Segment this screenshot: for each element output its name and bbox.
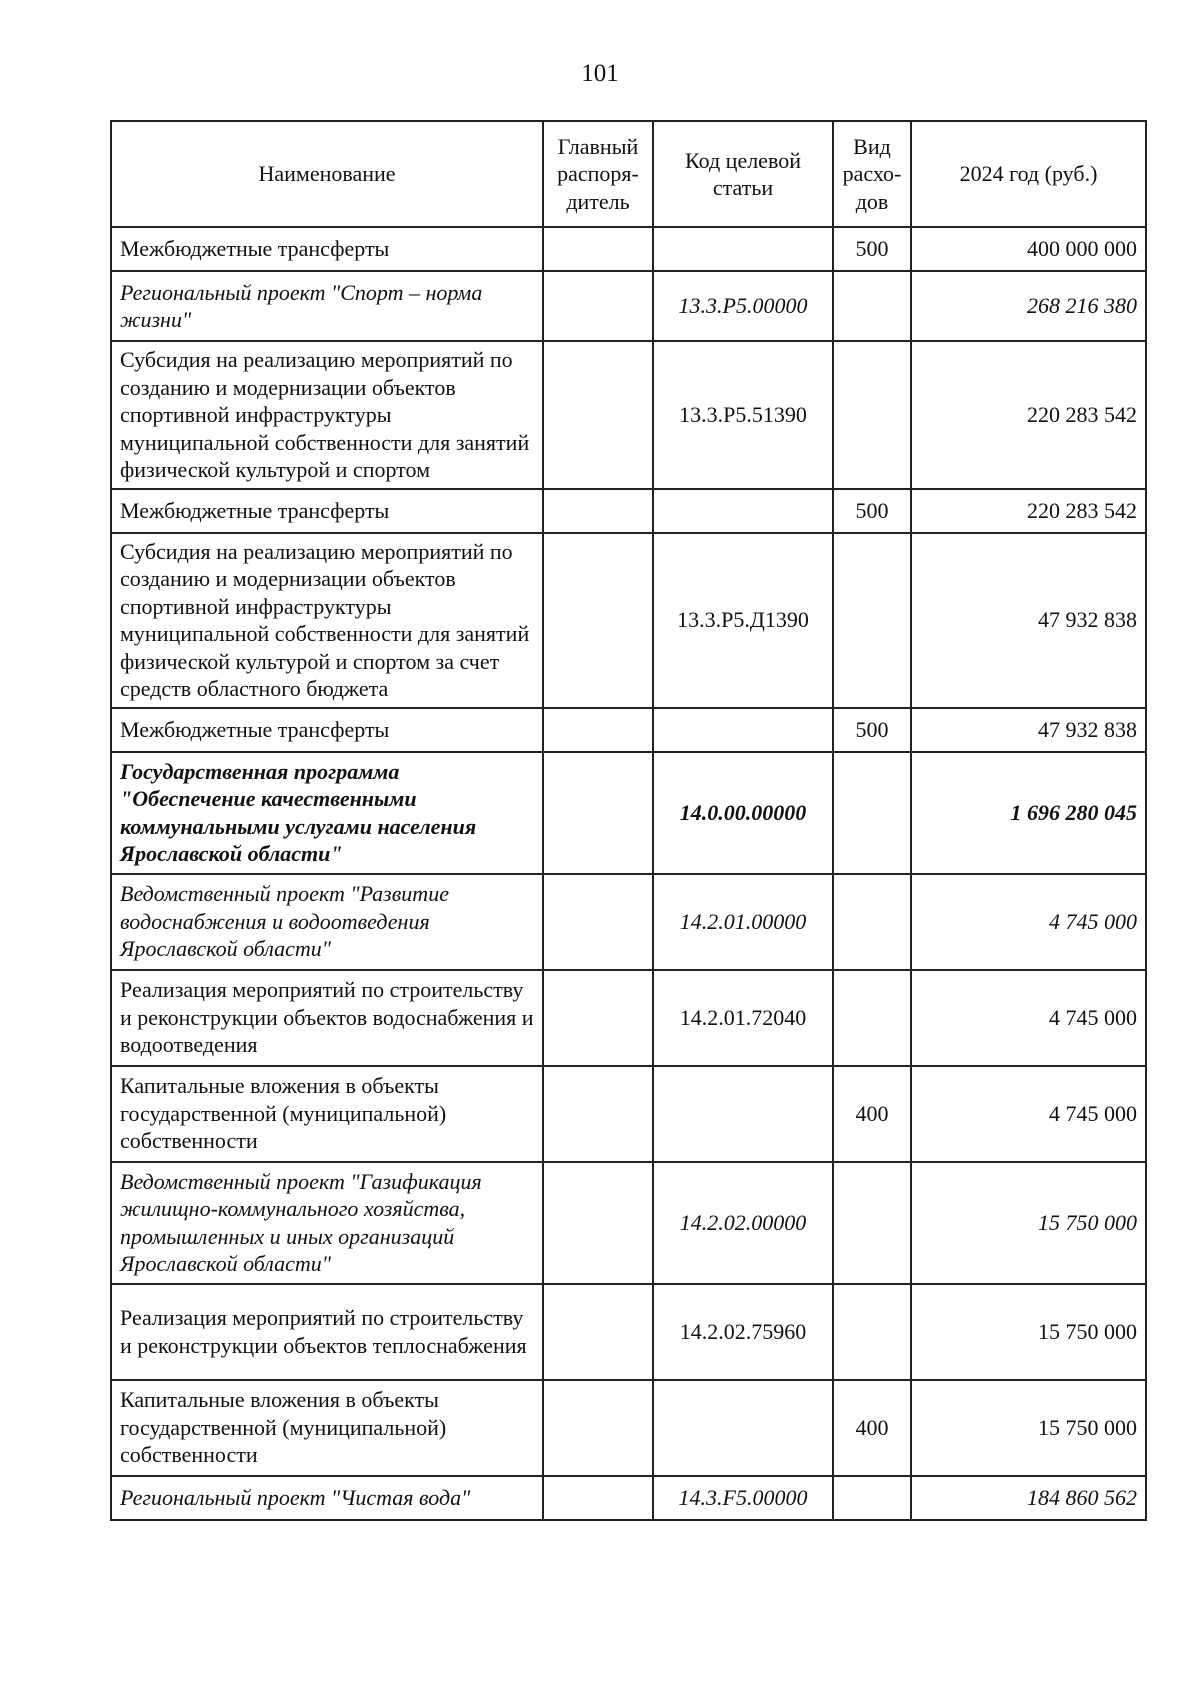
row-kind-cell: [833, 341, 911, 489]
row-name-cell: Ведомственный проект "Развитие водоснабжения и водоотведения Ярославской области": [111, 874, 543, 970]
table-row: [111, 1380, 1146, 1476]
table-row: [111, 489, 1146, 533]
row-amount-cell: 15 750 000: [911, 1380, 1146, 1476]
table-row: [111, 708, 1146, 752]
table-row: [111, 970, 1146, 1066]
header-amount: 2024 год (руб.): [911, 121, 1146, 227]
row-manager-cell: [543, 752, 653, 874]
row-manager-cell: [543, 708, 653, 752]
row-manager-cell: [543, 341, 653, 489]
row-amount-cell: 1 696 280 045: [911, 752, 1146, 874]
page-number: 101: [581, 60, 619, 87]
table-row: [111, 271, 1146, 341]
row-code-cell: [653, 708, 833, 752]
row-amount-cell: 4 745 000: [911, 970, 1146, 1066]
row-name-cell: Субсидия на реализацию мероприятий по созданию и модернизации объектов спортивной инфраструктуры муниципальной собственности для занятий физической культурой и спортом за счет средств областного бюджета: [111, 533, 543, 708]
row-code-cell: 14.0.00.00000: [653, 752, 833, 874]
table-row: [111, 874, 1146, 970]
row-amount-cell: 47 932 838: [911, 708, 1146, 752]
row-kind-cell: 400: [833, 1380, 911, 1476]
row-code-cell: 14.3.F5.00000: [653, 1476, 833, 1520]
row-manager-cell: [543, 489, 653, 533]
row-manager-cell: [543, 874, 653, 970]
row-manager-cell: [543, 227, 653, 271]
row-kind-cell: [833, 1162, 911, 1284]
table-header-row: [111, 121, 1146, 227]
row-code-cell: 13.3.Р5.Д1390: [653, 533, 833, 708]
row-kind-cell: 500: [833, 489, 911, 533]
row-manager-cell: [543, 271, 653, 341]
row-code-cell: 13.3.Р5.51390: [653, 341, 833, 489]
row-amount-cell: 268 216 380: [911, 271, 1146, 341]
row-name-cell: Субсидия на реализацию мероприятий по созданию и модернизации объектов спортивной инфраструктуры муниципальной собственности для занятий физической культурой и спортом: [111, 341, 543, 489]
row-name-cell: Капитальные вложения в объекты государственной (муниципальной) собственности: [111, 1066, 543, 1162]
header-kind: Вид расхо-дов: [833, 121, 911, 227]
row-manager-cell: [543, 1162, 653, 1284]
table-row: [111, 533, 1146, 708]
row-amount-cell: 220 283 542: [911, 489, 1146, 533]
table-body: [111, 227, 1146, 1520]
row-name-cell: Региональный проект "Чистая вода": [111, 1476, 543, 1520]
row-manager-cell: [543, 1380, 653, 1476]
table-row: [111, 227, 1146, 271]
table-row: [111, 752, 1146, 874]
row-amount-cell: 400 000 000: [911, 227, 1146, 271]
row-name-cell: Капитальные вложения в объекты государственной (муниципальной) собственности: [111, 1380, 543, 1476]
row-code-cell: 14.2.02.00000: [653, 1162, 833, 1284]
row-amount-cell: 47 932 838: [911, 533, 1146, 708]
table-row: [111, 1066, 1146, 1162]
row-kind-cell: [833, 752, 911, 874]
row-code-cell: [653, 227, 833, 271]
row-name-cell: Ведомственный проект "Газификация жилищно-коммунального хозяйства, промышленных и иных организаций Ярославской области": [111, 1162, 543, 1284]
row-kind-cell: [833, 1476, 911, 1520]
row-code-cell: [653, 489, 833, 533]
row-manager-cell: [543, 970, 653, 1066]
row-name-cell: Межбюджетные трансферты: [111, 227, 543, 271]
row-kind-cell: [833, 970, 911, 1066]
table-row: [111, 1162, 1146, 1284]
row-manager-cell: [543, 1284, 653, 1380]
row-name-cell: Региональный проект "Спорт – норма жизни": [111, 271, 543, 341]
row-amount-cell: 15 750 000: [911, 1284, 1146, 1380]
row-code-cell: 14.2.01.00000: [653, 874, 833, 970]
header-name: Наименование: [111, 121, 543, 227]
row-code-cell: [653, 1380, 833, 1476]
table-row: [111, 1284, 1146, 1380]
row-kind-cell: [833, 1284, 911, 1380]
header-manager: Главный распоря-дитель: [543, 121, 653, 227]
row-kind-cell: [833, 874, 911, 970]
row-name-cell: Межбюджетные трансферты: [111, 708, 543, 752]
row-name-cell: Государственная программа "Обеспечение качественными коммунальными услугами населения Ярославской области": [111, 752, 543, 874]
row-amount-cell: 4 745 000: [911, 1066, 1146, 1162]
header-code: Код целевой статьи: [653, 121, 833, 227]
row-code-cell: 13.3.Р5.00000: [653, 271, 833, 341]
row-manager-cell: [543, 1476, 653, 1520]
row-name-cell: Реализация мероприятий по строительству и реконструкции объектов водоснабжения и водоотведения: [111, 970, 543, 1066]
row-kind-cell: [833, 271, 911, 341]
row-name-cell: Реализация мероприятий по строительству и реконструкции объектов теплоснабжения: [111, 1284, 543, 1380]
row-code-cell: 14.2.02.75960: [653, 1284, 833, 1380]
row-kind-cell: 500: [833, 708, 911, 752]
table-row: [111, 1476, 1146, 1520]
row-kind-cell: 500: [833, 227, 911, 271]
row-amount-cell: 15 750 000: [911, 1162, 1146, 1284]
row-code-cell: 14.2.01.72040: [653, 970, 833, 1066]
budget-table: [110, 120, 1147, 1521]
row-amount-cell: 220 283 542: [911, 341, 1146, 489]
row-code-cell: [653, 1066, 833, 1162]
row-amount-cell: 184 860 562: [911, 1476, 1146, 1520]
row-kind-cell: [833, 533, 911, 708]
table-row: [111, 341, 1146, 489]
row-kind-cell: 400: [833, 1066, 911, 1162]
row-name-cell: Межбюджетные трансферты: [111, 489, 543, 533]
row-manager-cell: [543, 1066, 653, 1162]
row-manager-cell: [543, 533, 653, 708]
row-amount-cell: 4 745 000: [911, 874, 1146, 970]
